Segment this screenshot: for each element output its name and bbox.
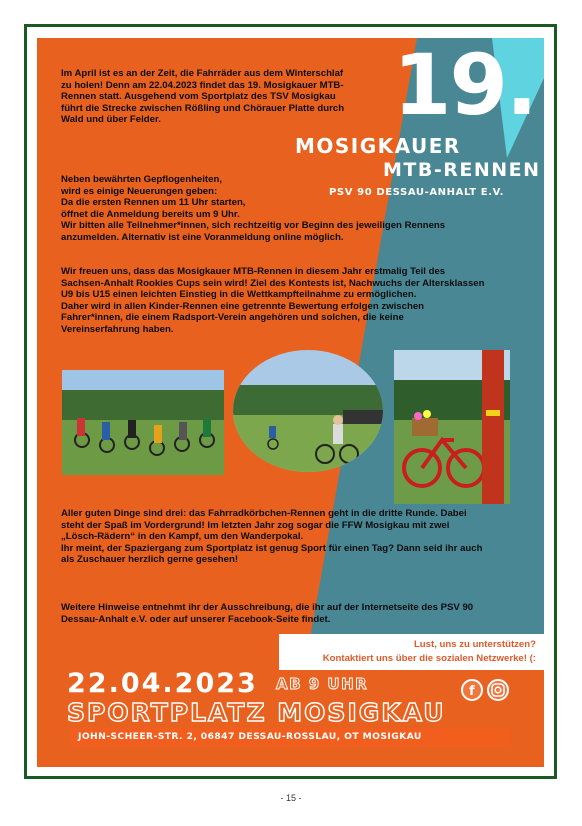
support-line1: Lust, uns zu unterstützen?: [413, 639, 536, 650]
event-time: AB 9 UHR: [276, 675, 369, 693]
paragraph-rookies: [61, 266, 485, 336]
page-number: - 15 -: [280, 793, 302, 803]
text-line: anzumelden. Alternativ ist eine Voranmeldung online möglich.: [61, 231, 344, 243]
paragraph-basket-race: [61, 508, 482, 566]
text-line: zu holen! Denn am 22.04.2023 findet das 19. Mosigkauer MTB-: [61, 79, 344, 91]
text-line: öffnet die Anmeldung bereits um 9 Uhr.: [61, 208, 240, 220]
poster: [37, 38, 544, 767]
text-line: Daher wird in allen Kinder-Rennen eine getrennte Bewertung erfolgen zwischen: [61, 300, 425, 312]
event-date: 22.04.2023: [67, 668, 258, 699]
text-line: Im April ist es an der Zeit, die Fahrräder aus dem Winterschlaf: [61, 68, 344, 79]
text-line: führt die Strecke zwischen Rößling und Chörauer Platte durch: [61, 102, 345, 114]
address-bar: [70, 728, 510, 746]
text-line: „Lösch-Rädern“ in den Kampf, um den Wanderpokal.: [61, 531, 304, 543]
svg-text:f: f: [469, 684, 475, 699]
text-line: wird es einige Neuerungen geben:: [61, 185, 218, 197]
instagram-icon[interactable]: [487, 679, 509, 701]
text-line: Da die ersten Rennen um 11 Uhr starten,: [61, 197, 246, 209]
text-line: Neben bewährten Gepflogenheiten,: [61, 174, 222, 185]
photo-race-start: [62, 370, 224, 475]
text-line: Sachsen-Anhalt Rookies Cups sein wird! Ziel des Kontests ist, Nachwuchs der Altersklassen: [61, 277, 485, 289]
event-title-line1: MOSIGKAUER: [295, 134, 461, 158]
text-line: steht der Spaß im Vordergrund! Im letzten Jahr zog sogar die FFW Mosigkau mit zwei: [61, 519, 450, 531]
text-line: Wald und über Felder.: [61, 114, 161, 126]
paragraph-news: [61, 174, 445, 244]
text-line: als Zuschauer herzlich gerne gesehen!: [61, 554, 239, 566]
event-title-line2: MTB-RENNEN: [383, 159, 541, 181]
text-line: Dessau-Anhalt e.V. oder auf unserer Facebook-Seite findet.: [61, 613, 331, 625]
edition-number: 19.: [393, 38, 536, 134]
event-venue: SPORTPLATZ MOSIGKAU: [67, 698, 446, 727]
organizer: PSV 90 DESSAU-ANHALT E.V.: [329, 187, 505, 198]
photo-child-rider: [233, 350, 383, 472]
facebook-icon[interactable]: [461, 679, 483, 701]
paragraph-intro: [61, 68, 344, 126]
text-line: Wir freuen uns, dass das Mosigkauer MTB-Rennen in diesem Jahr erstmalig Teil des: [61, 266, 446, 277]
text-line: Fahrer*innen, die einem Radsport-Verein angehören und solchen, die keine: [61, 312, 404, 324]
photo-basket-bike: [394, 350, 510, 504]
paragraph-info: [61, 602, 473, 625]
text-line: Vereinserfahrung haben.: [61, 323, 174, 335]
event-address: JOHN-SCHEER-STR. 2, 06847 DESSAU-ROSSLAU, OT MOSIGKAU: [78, 731, 422, 742]
support-line2: Kontaktiert uns über die sozialen Netzwerke! (:: [322, 653, 536, 664]
text-line: Ihr meint, der Spaziergang zum Sportplatz ist genug Sport für einen Tag? Dann seid ihr auch: [61, 542, 483, 554]
text-line: U9 bis U15 einen leichten Einstieg in die Wettkampfteilnahme zu ermöglichen.: [61, 289, 417, 301]
text-line: Weitere Hinweise entnehmt ihr der Ausschreibung, die ihr auf der Internetseite des PSV 90: [61, 602, 474, 613]
text-line: Rennen statt. Ausgehend vom Sportplatz des TSV Mosigkau: [61, 91, 336, 103]
text-line: Wir bitten alle Teilnehmer*innen, sich rechtzeitig vor Beginn des jeweiligen Rennens: [61, 220, 446, 232]
text-line: Aller guten Dinge sind drei: das Fahrradkörbchen-Rennen geht in die dritte Runde. Dabei: [61, 508, 467, 519]
support-box: [279, 634, 544, 670]
